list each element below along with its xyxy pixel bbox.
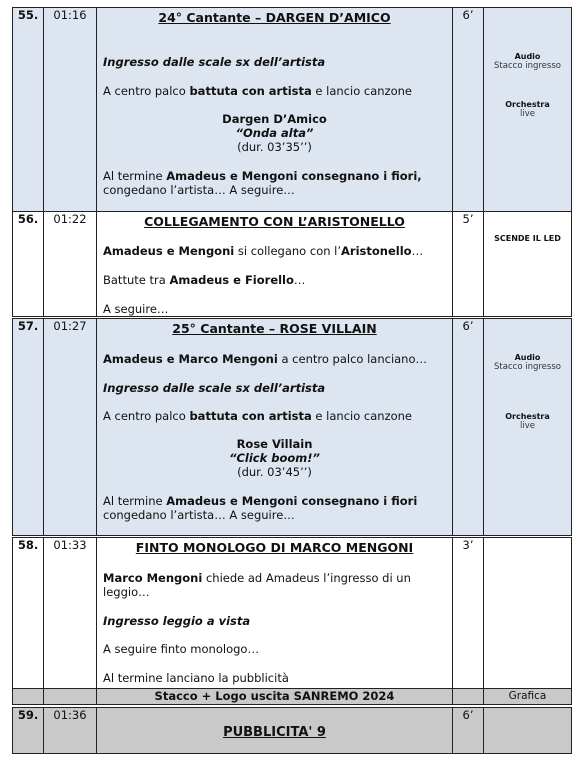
- audio-label: Audio: [514, 52, 541, 61]
- closing-note: Al termine Amadeus e Mengoni consegnano i fiori, congedano l’artista… A seguire…: [103, 169, 422, 197]
- monologue-note: A seguire finto monologo…: [103, 642, 259, 656]
- grafica-label: Grafica: [484, 689, 572, 705]
- segment-title: PUBBLICITA' 9: [223, 725, 326, 740]
- row-content: [97, 319, 453, 536]
- audio-sub: Stacco ingresso: [494, 362, 561, 372]
- row-number: 58.: [13, 538, 44, 689]
- row-duration: 6’: [453, 8, 484, 212]
- banter-note: Battute tra Amadeus e Fiorello…: [103, 273, 306, 287]
- row-time: 01:22: [44, 212, 97, 317]
- row-notes: [484, 538, 572, 689]
- rundown-row-59: [12, 707, 572, 754]
- orchestra-label: Orchestra: [505, 412, 550, 421]
- lectern-entry-note: Ingresso leggio a vista: [103, 614, 251, 628]
- rundown-row-56: [12, 211, 572, 317]
- row-duration: 6’: [453, 708, 484, 754]
- stacco-text: Stacco + Logo uscita SANREMO 2024: [97, 689, 453, 705]
- lectern-request-note: Marco Mengoni chiede ad Amadeus l’ingresso di un leggio…: [103, 571, 411, 599]
- row-time: 01:27: [44, 319, 97, 536]
- segment-title: 24° Cantante – DARGEN D’AMICO: [158, 10, 391, 25]
- row-time: 01:36: [44, 708, 97, 754]
- audio-sub: Stacco ingresso: [494, 61, 561, 71]
- ad-launch-note: Al termine lanciano la pubblicità: [103, 671, 289, 685]
- row-notes: [484, 708, 572, 754]
- row-number: 55.: [13, 8, 44, 212]
- rundown-row-58-group: [12, 537, 572, 705]
- entry-note: Ingresso dalle scale sx dell’artista: [103, 55, 326, 69]
- row-time: 01:33: [44, 538, 97, 689]
- entry-note: Ingresso dalle scale sx dell’artista: [103, 381, 326, 395]
- stacco-row: [13, 689, 572, 705]
- led-label: SCENDE IL LED: [494, 234, 561, 243]
- row-number: 56.: [13, 212, 44, 317]
- row-content: [97, 8, 453, 212]
- segment-title: 25° Cantante – ROSE VILLAIN: [172, 321, 377, 336]
- row-duration: 6’: [453, 319, 484, 536]
- row-duration: 5’: [453, 212, 484, 317]
- artist-name: Rose Villain: [236, 437, 313, 451]
- rundown-row-55: [12, 7, 572, 212]
- closing-note: Al termine Amadeus e Mengoni consegnano i fiori congedano l’artista… A seguire…: [103, 494, 418, 522]
- center-stage-note: A centro palco battuta con artista e lancio canzone: [103, 409, 413, 423]
- song-title: “Onda alta”: [235, 126, 314, 140]
- rundown-row-58: [13, 538, 572, 689]
- row-notes: [484, 319, 572, 536]
- audio-label: Audio: [514, 353, 541, 362]
- row-duration: 3’: [453, 538, 484, 689]
- artist-name: Dargen D’Amico: [222, 112, 327, 126]
- rundown-row-57: [12, 318, 572, 536]
- segment-title: COLLEGAMENTO CON L’ARISTONELLO: [144, 214, 405, 229]
- row-number: 57.: [13, 319, 44, 536]
- orchestra-sub: live: [520, 109, 535, 119]
- row-notes: [484, 212, 572, 317]
- row-content: [97, 538, 453, 689]
- link-note: Amadeus e Mengoni si collegano con l’Aristonello…: [103, 244, 424, 258]
- orchestra-sub: live: [520, 421, 535, 431]
- song-duration: (dur. 03’35’’): [237, 140, 312, 154]
- song-title: “Click boom!”: [229, 451, 320, 465]
- segment-title: FINTO MONOLOGO DI MARCO MENGONI: [135, 540, 414, 555]
- launch-note: Amadeus e Marco Mengoni a centro palco lanciano…: [103, 352, 428, 366]
- row-content: [97, 708, 453, 754]
- row-time: 01:16: [44, 8, 97, 212]
- row-content: [97, 212, 453, 317]
- orchestra-label: Orchestra: [505, 100, 550, 109]
- song-duration: (dur. 03’45’’): [237, 465, 312, 479]
- row-notes: [484, 8, 572, 212]
- center-stage-note: A centro palco battuta con artista e lancio canzone: [103, 84, 413, 98]
- row-number: 59.: [13, 708, 44, 754]
- follow-note: A seguire…: [103, 302, 169, 316]
